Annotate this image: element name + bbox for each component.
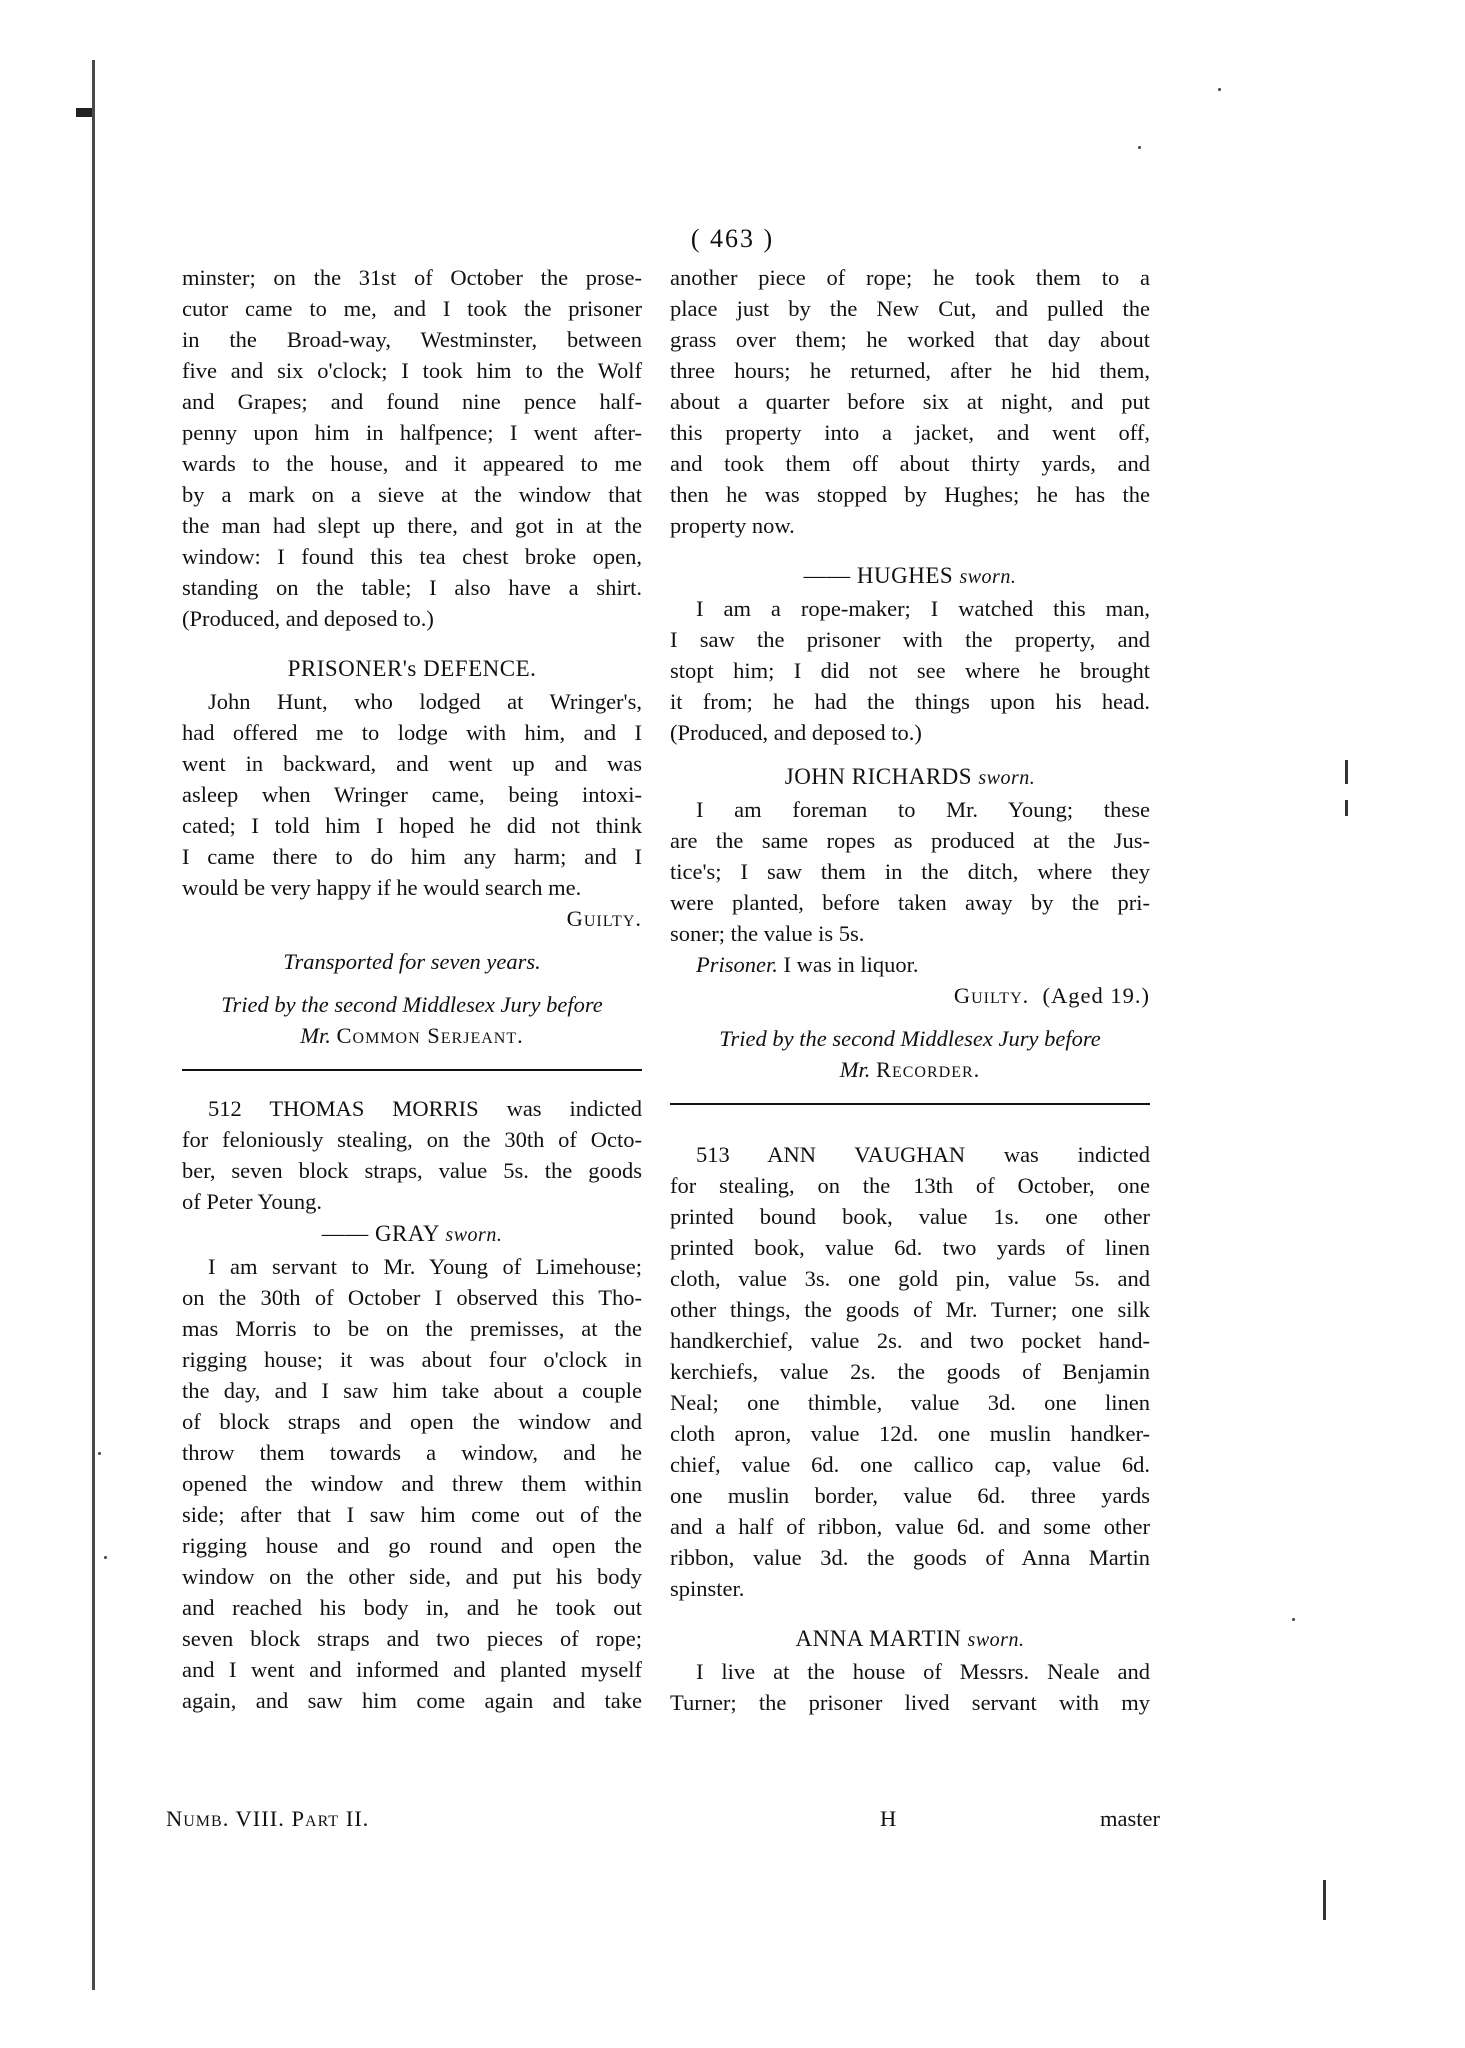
page-edge-line <box>92 60 95 1990</box>
text-line: rigging house and go round and open the <box>182 1533 642 1558</box>
left-column <box>182 262 642 1716</box>
text-fragment: I was in liquor. <box>777 952 919 977</box>
text-line: the day, and I saw him take about a couple <box>182 1378 642 1403</box>
text-line: about a quarter before six at night, and put <box>670 389 1150 414</box>
witness-name: —— GRAY <box>321 1221 440 1246</box>
witness-name: ANNA MARTIN <box>795 1626 962 1651</box>
text-line: by a mark on a sieve at the window that <box>182 482 642 507</box>
judge-name: Recorder. <box>875 1057 981 1082</box>
text-line: printed bound book, value 1s. one other <box>670 1204 1150 1229</box>
sworn-label: sworn. <box>959 566 1017 588</box>
scan-speck <box>1292 1618 1295 1621</box>
text-line: place just by the New Cut, and pulled the <box>670 296 1150 321</box>
defendant-name: ANN VAUGHAN <box>767 1142 966 1167</box>
gray-testimony <box>182 1251 642 1716</box>
case-number: 513 <box>696 1142 730 1167</box>
witness-name: —— HUGHES <box>803 563 954 588</box>
text-line: I am foreman to Mr. Young; these <box>696 797 1150 822</box>
speaker-label: Prisoner. <box>696 952 778 977</box>
text-line: cated; I told him I hoped he did not think <box>182 813 642 838</box>
defence-paragraph <box>182 686 642 903</box>
text-line: kerchiefs, value 2s. the goods of Benjamin <box>670 1359 1150 1384</box>
text-line: ber, seven block straps, value 5s. the goods <box>182 1158 642 1183</box>
witness-name: JOHN RICHARDS <box>784 764 973 789</box>
text-line: window: I found this tea chest broke open, <box>182 544 642 569</box>
right-paragraph-continuation <box>670 262 1150 541</box>
text-line: cloth, value 3s. one gold pin, value 5s. and <box>670 1266 1150 1291</box>
age-note: (Aged 19.) <box>1042 983 1150 1008</box>
text-line: for feloniously stealing, on the 30th of Octo- <box>182 1127 642 1152</box>
witness-heading <box>182 1217 642 1251</box>
scan-mark <box>1345 800 1348 816</box>
text-line: ribbon, value 3d. the goods of Anna Martin <box>670 1545 1150 1570</box>
defendant-name: THOMAS MORRIS <box>269 1096 479 1121</box>
text-line: the man had slept up there, and got in at the <box>182 513 642 538</box>
prisoner-statement <box>670 949 1150 980</box>
text-line: of block straps and open the window and <box>182 1409 642 1434</box>
witness-heading <box>670 760 1150 794</box>
text-line: then he was stopped by Hughes; he has the <box>670 482 1150 507</box>
judge-prefix: Mr. <box>300 1023 331 1048</box>
hughes-testimony <box>670 593 1150 748</box>
sworn-label: sworn. <box>967 1629 1025 1651</box>
text-line: it from; he had the things upon his head. <box>670 689 1150 714</box>
right-column <box>670 262 1150 1718</box>
sworn-label: sworn. <box>445 1224 503 1246</box>
scan-mark <box>1323 1880 1326 1920</box>
text-line: minster; on the 31st of October the prose- <box>182 265 642 290</box>
text-line: seven block straps and two pieces of rope; <box>182 1626 642 1651</box>
text-line <box>670 1139 1150 1170</box>
text-line: stopt him; I did not see where he brought <box>670 658 1150 683</box>
text-line: again, and saw him come again and take <box>182 1688 642 1713</box>
verdict <box>670 980 1150 1011</box>
text-line: chief, value 6d. one callico cap, value 6d. <box>670 1452 1150 1477</box>
text-line: other things, the goods of Mr. Turner; one silk <box>670 1297 1150 1322</box>
text-line: this property into a jacket, and went off, <box>670 420 1150 445</box>
text-line: in the Broad-way, Westminster, between <box>182 327 642 352</box>
text-line: and Grapes; and found nine pence half- <box>182 389 642 414</box>
section-divider <box>670 1103 1150 1105</box>
text-line: grass over them; he worked that day about <box>670 327 1150 352</box>
text-line: and took them off about thirty yards, and <box>670 451 1150 476</box>
text-line: John Hunt, who lodged at Wringer's, <box>208 689 642 714</box>
judge-prefix: Mr. <box>839 1057 871 1082</box>
text-line: I came there to do him any harm; and I <box>182 844 642 869</box>
text-line: handkerchief, value 2s. and two pocket hand- <box>670 1328 1150 1353</box>
text-line: would be very happy if he would search me. <box>182 875 582 900</box>
scan-speck <box>98 1452 101 1455</box>
text-line: throw them towards a window, and he <box>182 1440 642 1465</box>
text-line: soner; the value is 5s. <box>670 921 865 946</box>
defence-heading: PRISONER's DEFENCE. <box>287 656 537 681</box>
text-line: mas Morris to be on the premisses, at the <box>182 1316 642 1341</box>
judge-line <box>182 1020 642 1051</box>
text-line: tice's; I saw them in the ditch, where they <box>670 859 1150 884</box>
judge-line <box>670 1054 1150 1085</box>
text-line: for stealing, on the 13th of October, one <box>670 1173 1150 1198</box>
text-line: are the same ropes as produced at the Jus- <box>670 828 1150 853</box>
richards-testimony <box>670 794 1150 949</box>
catchword: master <box>1100 1806 1160 1831</box>
text-line: I am servant to Mr. Young of Limehouse; <box>208 1254 642 1279</box>
left-paragraph-continuation <box>182 262 642 634</box>
text-line: opened the window and threw them within <box>182 1471 642 1496</box>
text-line <box>182 1093 642 1124</box>
text-line: window on the other side, and put his body <box>182 1564 642 1589</box>
text-line: property now. <box>670 513 795 538</box>
text-line: of Peter Young. <box>182 1189 323 1214</box>
scan-speck <box>1138 146 1141 149</box>
text-line: three hours; he returned, after he hid them, <box>670 358 1150 383</box>
sentence: Transported for seven years. <box>283 949 541 974</box>
text-line: I am a rope-maker; I watched this man, <box>696 596 1150 621</box>
section-divider <box>182 1069 642 1071</box>
text-line: asleep when Wringer came, being intoxi- <box>182 782 642 807</box>
text-line: rigging house; it was about four o'clock in <box>182 1347 642 1372</box>
text-line: wards to the house, and it appeared to me <box>182 451 642 476</box>
text-line: Turner; the prisoner lived servant with my <box>670 1690 1150 1715</box>
text-line: cloth apron, value 12d. one muslin handker- <box>670 1421 1150 1446</box>
volume-footer: Numb. VIII. Part II. <box>166 1806 370 1831</box>
witness-heading <box>670 559 1150 593</box>
text-line: Neal; one thimble, value 3d. one linen <box>670 1390 1150 1415</box>
judge-name: Common Serjeant. <box>336 1023 524 1048</box>
text-line: and a half of ribbon, value 6d. and some other <box>670 1514 1150 1539</box>
text-line: spinster. <box>670 1576 745 1601</box>
text-fragment: was indicted <box>965 1142 1150 1167</box>
text-line: had offered me to lodge with him, and I <box>182 720 642 745</box>
text-line: one muslin border, value 6d. three yards <box>670 1483 1150 1508</box>
text-line: another piece of rope; he took them to a <box>670 265 1150 290</box>
verdict-text: Guilty. <box>953 983 1030 1008</box>
text-line: five and six o'clock; I took him to the Wolf <box>182 358 642 383</box>
text-line: I saw the prisoner with the property, and <box>670 627 1150 652</box>
text-line: on the 30th of October I observed this Tho- <box>182 1285 642 1310</box>
text-line: I live at the house of Messrs. Neale and <box>696 1659 1150 1684</box>
page-number: ( 463 ) <box>690 224 775 253</box>
tried-by-line: Tried by the second Middlesex Jury before <box>719 1026 1101 1051</box>
text-fragment: was indicted <box>478 1096 643 1121</box>
text-line: side; after that I saw him come out of the <box>182 1502 642 1527</box>
text-line: (Produced, and deposed to.) <box>670 720 922 745</box>
sworn-label: sworn. <box>978 767 1036 789</box>
verdict: Guilty. <box>566 906 642 931</box>
text-line: went in backward, and went up and was <box>182 751 642 776</box>
signature-mark: H <box>880 1806 898 1831</box>
text-line: (Produced, and deposed to.) <box>182 606 434 631</box>
case-number: 512 <box>208 1096 242 1121</box>
text-line: were planted, before taken away by the pri- <box>670 890 1150 915</box>
text-line: and reached his body in, and he took out <box>182 1595 642 1620</box>
martin-testimony <box>670 1656 1150 1718</box>
text-line: penny upon him in halfpence; I went after- <box>182 420 642 445</box>
text-line: cutor came to me, and I took the prisoner <box>182 296 642 321</box>
scan-speck <box>1218 88 1221 91</box>
text-line: standing on the table; I also have a shirt. <box>182 575 642 600</box>
witness-heading <box>670 1622 1150 1656</box>
scan-speck <box>104 1556 107 1559</box>
case-512-indictment <box>182 1093 642 1217</box>
page-edge-mark <box>76 108 92 117</box>
tried-by-line: Tried by the second Middlesex Jury before <box>221 992 603 1017</box>
text-line: and I went and informed and planted myself <box>182 1657 642 1682</box>
text-line: printed book, value 6d. two yards of linen <box>670 1235 1150 1260</box>
case-513-indictment <box>670 1139 1150 1604</box>
scan-mark <box>1345 760 1348 784</box>
